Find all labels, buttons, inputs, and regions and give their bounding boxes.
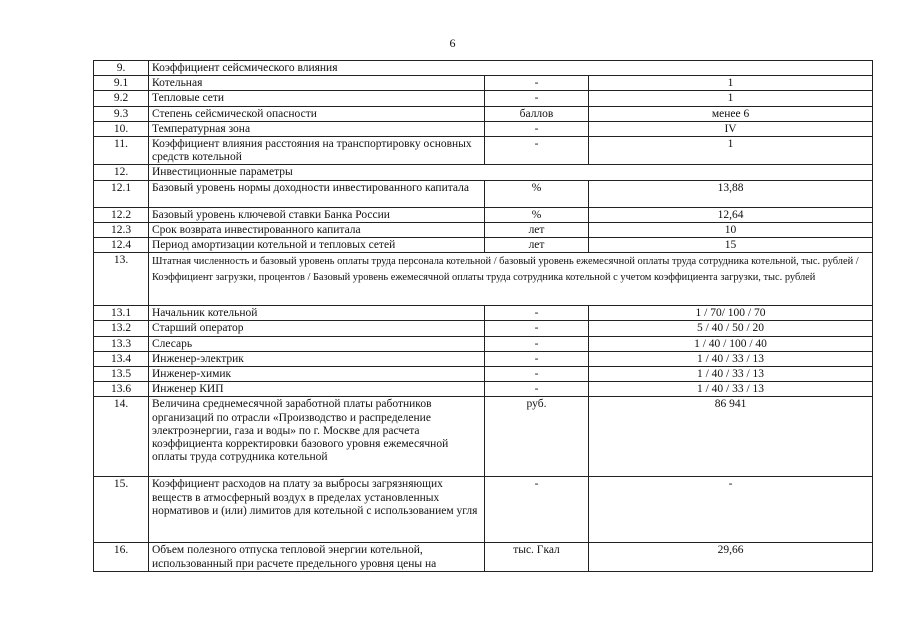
row-value: 5 / 40 / 50 / 20 — [589, 321, 873, 336]
row-unit: - — [485, 306, 589, 321]
row-unit: - — [485, 367, 589, 382]
table-row — [94, 238, 873, 253]
row-number: 16. — [94, 543, 149, 571]
row-value: 1 — [589, 137, 873, 165]
table-row — [94, 61, 873, 76]
row-number: 13.4 — [94, 351, 149, 366]
row-value: 1 / 40 / 33 / 13 — [589, 351, 873, 366]
row-number: 13.6 — [94, 382, 149, 397]
row-name: Температурная зона — [149, 121, 485, 136]
row-unit: - — [485, 477, 589, 543]
table-row — [94, 336, 873, 351]
table-row — [94, 137, 873, 165]
row-unit: - — [485, 121, 589, 136]
row-number: 12.2 — [94, 207, 149, 222]
row-unit: - — [485, 336, 589, 351]
table-row — [94, 180, 873, 207]
row-value: 13,88 — [589, 180, 873, 207]
page-number: 6 — [449, 36, 456, 50]
row-value: 29,66 — [589, 543, 873, 571]
row-name: Старший оператор — [149, 321, 485, 336]
row-value: 10 — [589, 222, 873, 237]
row-unit: % — [485, 207, 589, 222]
table-row — [94, 382, 873, 397]
row-unit: баллов — [485, 106, 589, 121]
row-name: Начальник котельной — [149, 306, 485, 321]
row-unit: - — [485, 137, 589, 165]
row-number: 13. — [94, 253, 149, 306]
row-name: Объем полезного отпуска тепловой энергии котельной, использованный при расчете предельного уровня цены на — [149, 543, 485, 571]
row-number: 12.3 — [94, 222, 149, 237]
table-row — [94, 165, 873, 180]
row-name: Базовый уровень ключевой ставки Банка России — [149, 207, 485, 222]
row-unit: тыс. Гкал — [485, 543, 589, 571]
row-unit: - — [485, 351, 589, 366]
row-number: 13.1 — [94, 306, 149, 321]
table-body — [94, 61, 873, 572]
row-unit: - — [485, 91, 589, 106]
row-number: 13.2 — [94, 321, 149, 336]
row-value: 12,64 — [589, 207, 873, 222]
table-row — [94, 91, 873, 106]
row-name: Коэффициент сейсмического влияния — [149, 61, 873, 76]
row-unit: - — [485, 321, 589, 336]
row-number: 12.4 — [94, 238, 149, 253]
row-name: Слесарь — [149, 336, 485, 351]
row-value: 1 / 40 / 33 / 13 — [589, 367, 873, 382]
table-row — [94, 106, 873, 121]
row-number: 13.5 — [94, 367, 149, 382]
row-value: 1 — [589, 76, 873, 91]
row-name: Величина среднемесячной заработной платы работников организаций по отрасли «Производство и распределение электроэнергии, газа и воды» по г. Москве для расчета коэффициента корректировки базового уровня ежемесячной оплаты труда сотрудника котельной — [149, 397, 485, 477]
row-name: Котельная — [149, 76, 485, 91]
row-value: IV — [589, 121, 873, 136]
table-row — [94, 306, 873, 321]
row-name: Инженер-химик — [149, 367, 485, 382]
table-row — [94, 477, 873, 543]
row-value: 1 / 40 / 33 / 13 — [589, 382, 873, 397]
row-value: 15 — [589, 238, 873, 253]
row-name: Коэффициент влияния расстояния на транспортировку основных средств котельной — [149, 137, 485, 165]
table-row — [94, 543, 873, 571]
row-value: менее 6 — [589, 106, 873, 121]
row-value: - — [589, 477, 873, 543]
row-name: Штатная численность и базовый уровень оплаты труда персонала котельной / базовый уровень ежемесячной оплаты труда сотрудника котельной, тыс. рублей / Коэффициент загрузки, процентов / Базовый уровень ежемесячной оплаты труда сотрудника котельной с учетом коэффициента загрузки, тыс. рублей — [149, 253, 873, 306]
table-row — [94, 76, 873, 91]
row-number: 12.1 — [94, 180, 149, 207]
row-number: 9.1 — [94, 76, 149, 91]
row-unit: - — [485, 382, 589, 397]
row-name: Коэффициент расходов на плату за выбросы загрязняющих веществ в атмосферный воздух в пределах установленных нормативов и (или) лимитов для котельной с использованием угля — [149, 477, 485, 543]
row-number: 12. — [94, 165, 149, 180]
row-number: 13.3 — [94, 336, 149, 351]
row-value: 1 — [589, 91, 873, 106]
table-row — [94, 207, 873, 222]
table-row — [94, 367, 873, 382]
row-value: 1 / 40 / 100 / 40 — [589, 336, 873, 351]
row-name: Инженер-электрик — [149, 351, 485, 366]
table-row — [94, 253, 873, 306]
row-unit: % — [485, 180, 589, 207]
row-name: Инженер КИП — [149, 382, 485, 397]
row-name: Тепловые сети — [149, 91, 485, 106]
row-name: Степень сейсмической опасности — [149, 106, 485, 121]
row-name: Инвестиционные параметры — [149, 165, 873, 180]
parameters-table — [93, 60, 873, 572]
row-name: Период амортизации котельной и тепловых сетей — [149, 238, 485, 253]
row-number: 9.2 — [94, 91, 149, 106]
row-number: 9. — [94, 61, 149, 76]
row-number: 15. — [94, 477, 149, 543]
row-value: 86 941 — [589, 397, 873, 477]
row-unit: лет — [485, 238, 589, 253]
row-name: Базовый уровень нормы доходности инвестированного капитала — [149, 180, 485, 207]
table-row — [94, 397, 873, 477]
row-unit: - — [485, 76, 589, 91]
row-value: 1 / 70/ 100 / 70 — [589, 306, 873, 321]
row-unit: лет — [485, 222, 589, 237]
row-unit: руб. — [485, 397, 589, 477]
row-number: 9.3 — [94, 106, 149, 121]
table-row — [94, 321, 873, 336]
row-number: 11. — [94, 137, 149, 165]
row-number: 14. — [94, 397, 149, 477]
row-name: Срок возврата инвестированного капитала — [149, 222, 485, 237]
row-number: 10. — [94, 121, 149, 136]
table-row — [94, 121, 873, 136]
table-row — [94, 222, 873, 237]
table-row — [94, 351, 873, 366]
